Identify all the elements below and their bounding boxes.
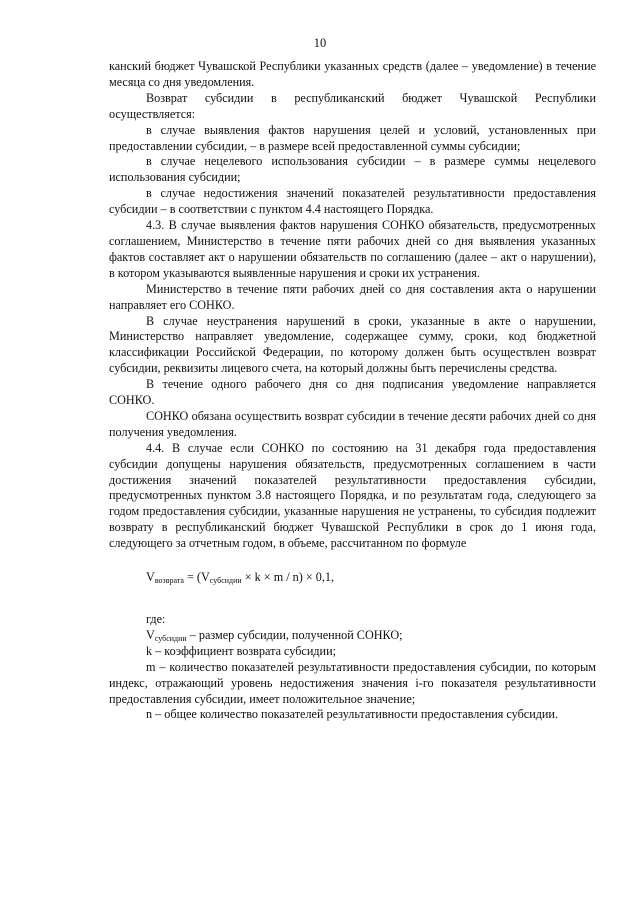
formula-lhs-sub: возврата: [154, 576, 184, 586]
paragraph: в случае недостижения значений показателей результативности предоставления субсидии – в соответствии с пунктом 4.4 настоящего Порядка.: [109, 186, 596, 217]
paragraph: Возврат субсидии в республиканский бюджет Чувашской Республики осуществляется:: [109, 90, 596, 121]
paragraph: в случае выявления фактов нарушения целей и условий, установленных при предоставлении субсидии, – в размере всей предоставленной суммы субсидии;: [109, 122, 596, 153]
definition: k – коэффициент возврата субсидии;: [146, 643, 336, 658]
paragraph: В случае неустранения нарушений в сроки, указанные в акте о нарушении, Министерство направляет уведомление, содержащее сумму, сроки, код бюджетной классификации Российской Федерации, по которому должен быть осуществлен возврат субсидии, реквизиты лицевого счета, на который должны быть перечислены средства.: [109, 313, 596, 376]
definition: $V_{субсидии}$ – размер субсидии, полученной СОНКО;: [146, 627, 403, 643]
paragraph: канский бюджет Чувашской Республики указанных средств (далее – уведомление) в течение месяца со дня уведомления.: [109, 59, 596, 89]
page-number: 10: [313, 36, 327, 50]
paragraph: 4.4. В случае если СОНКО по состоянию на 31 декабря года предоставления субсидии допущены нарушения обязательств, предусмотренных соглашением в части достижения значений показателей результативности предоставления субсидии, предусмотренных пунктом 3.8 настоящего Порядка, и по результатам года, следующего за годом предоставления субсидии, указанные нарушения не устранены, то субсидия подлежит возврату в республиканский бюджет Чувашской Республики в срок до 1 июня года, следующего за отчетным годом, в объеме, рассчитанном по формуле: [109, 440, 596, 551]
formula-lhs: V: [146, 570, 155, 585]
paragraph: в случае нецелевого использования субсидии – в размере суммы нецелевого использования субсидии;: [109, 154, 596, 185]
definition: m – количество показателей результативности предоставления субсидии, по которым индекс, отражающий уровень недостижения значения i-го показателя результативности предоставления субсидии, имеет положительное значение;: [109, 659, 596, 706]
paragraph: В течение одного рабочего дня со дня подписания уведомление направляется СОНКО.: [109, 377, 596, 408]
paragraph: 4.3. В случае выявления фактов нарушения СОНКО обязательств, предусмотренных соглашением, Министерство в течение пяти рабочих дней со дня выявления указанных фактов составляет акт о нарушении обязательств по соглашению (далее – акт о нарушении), в котором указываются выявленные нарушения и сроки их устранения.: [109, 218, 596, 280]
formula: [109, 570, 596, 586]
definition: n – общее количество показателей результативности предоставления субсидии.: [146, 707, 559, 722]
formula-mid-sub: субсидии: [209, 576, 242, 586]
where-label: где:: [146, 612, 166, 626]
document-body: [109, 59, 596, 723]
paragraph: Министерство в течение пяти рабочих дней со дня составления акта о нарушении направляет его СОНКО.: [109, 281, 596, 312]
paragraph: СОНКО обязана осуществить возврат субсидии в течение десяти рабочих дней со дня получения уведомления.: [109, 408, 596, 439]
formula-rest: × k × m / n) × 0,1,: [241, 570, 335, 585]
formula-mid: = (V: [183, 570, 210, 585]
